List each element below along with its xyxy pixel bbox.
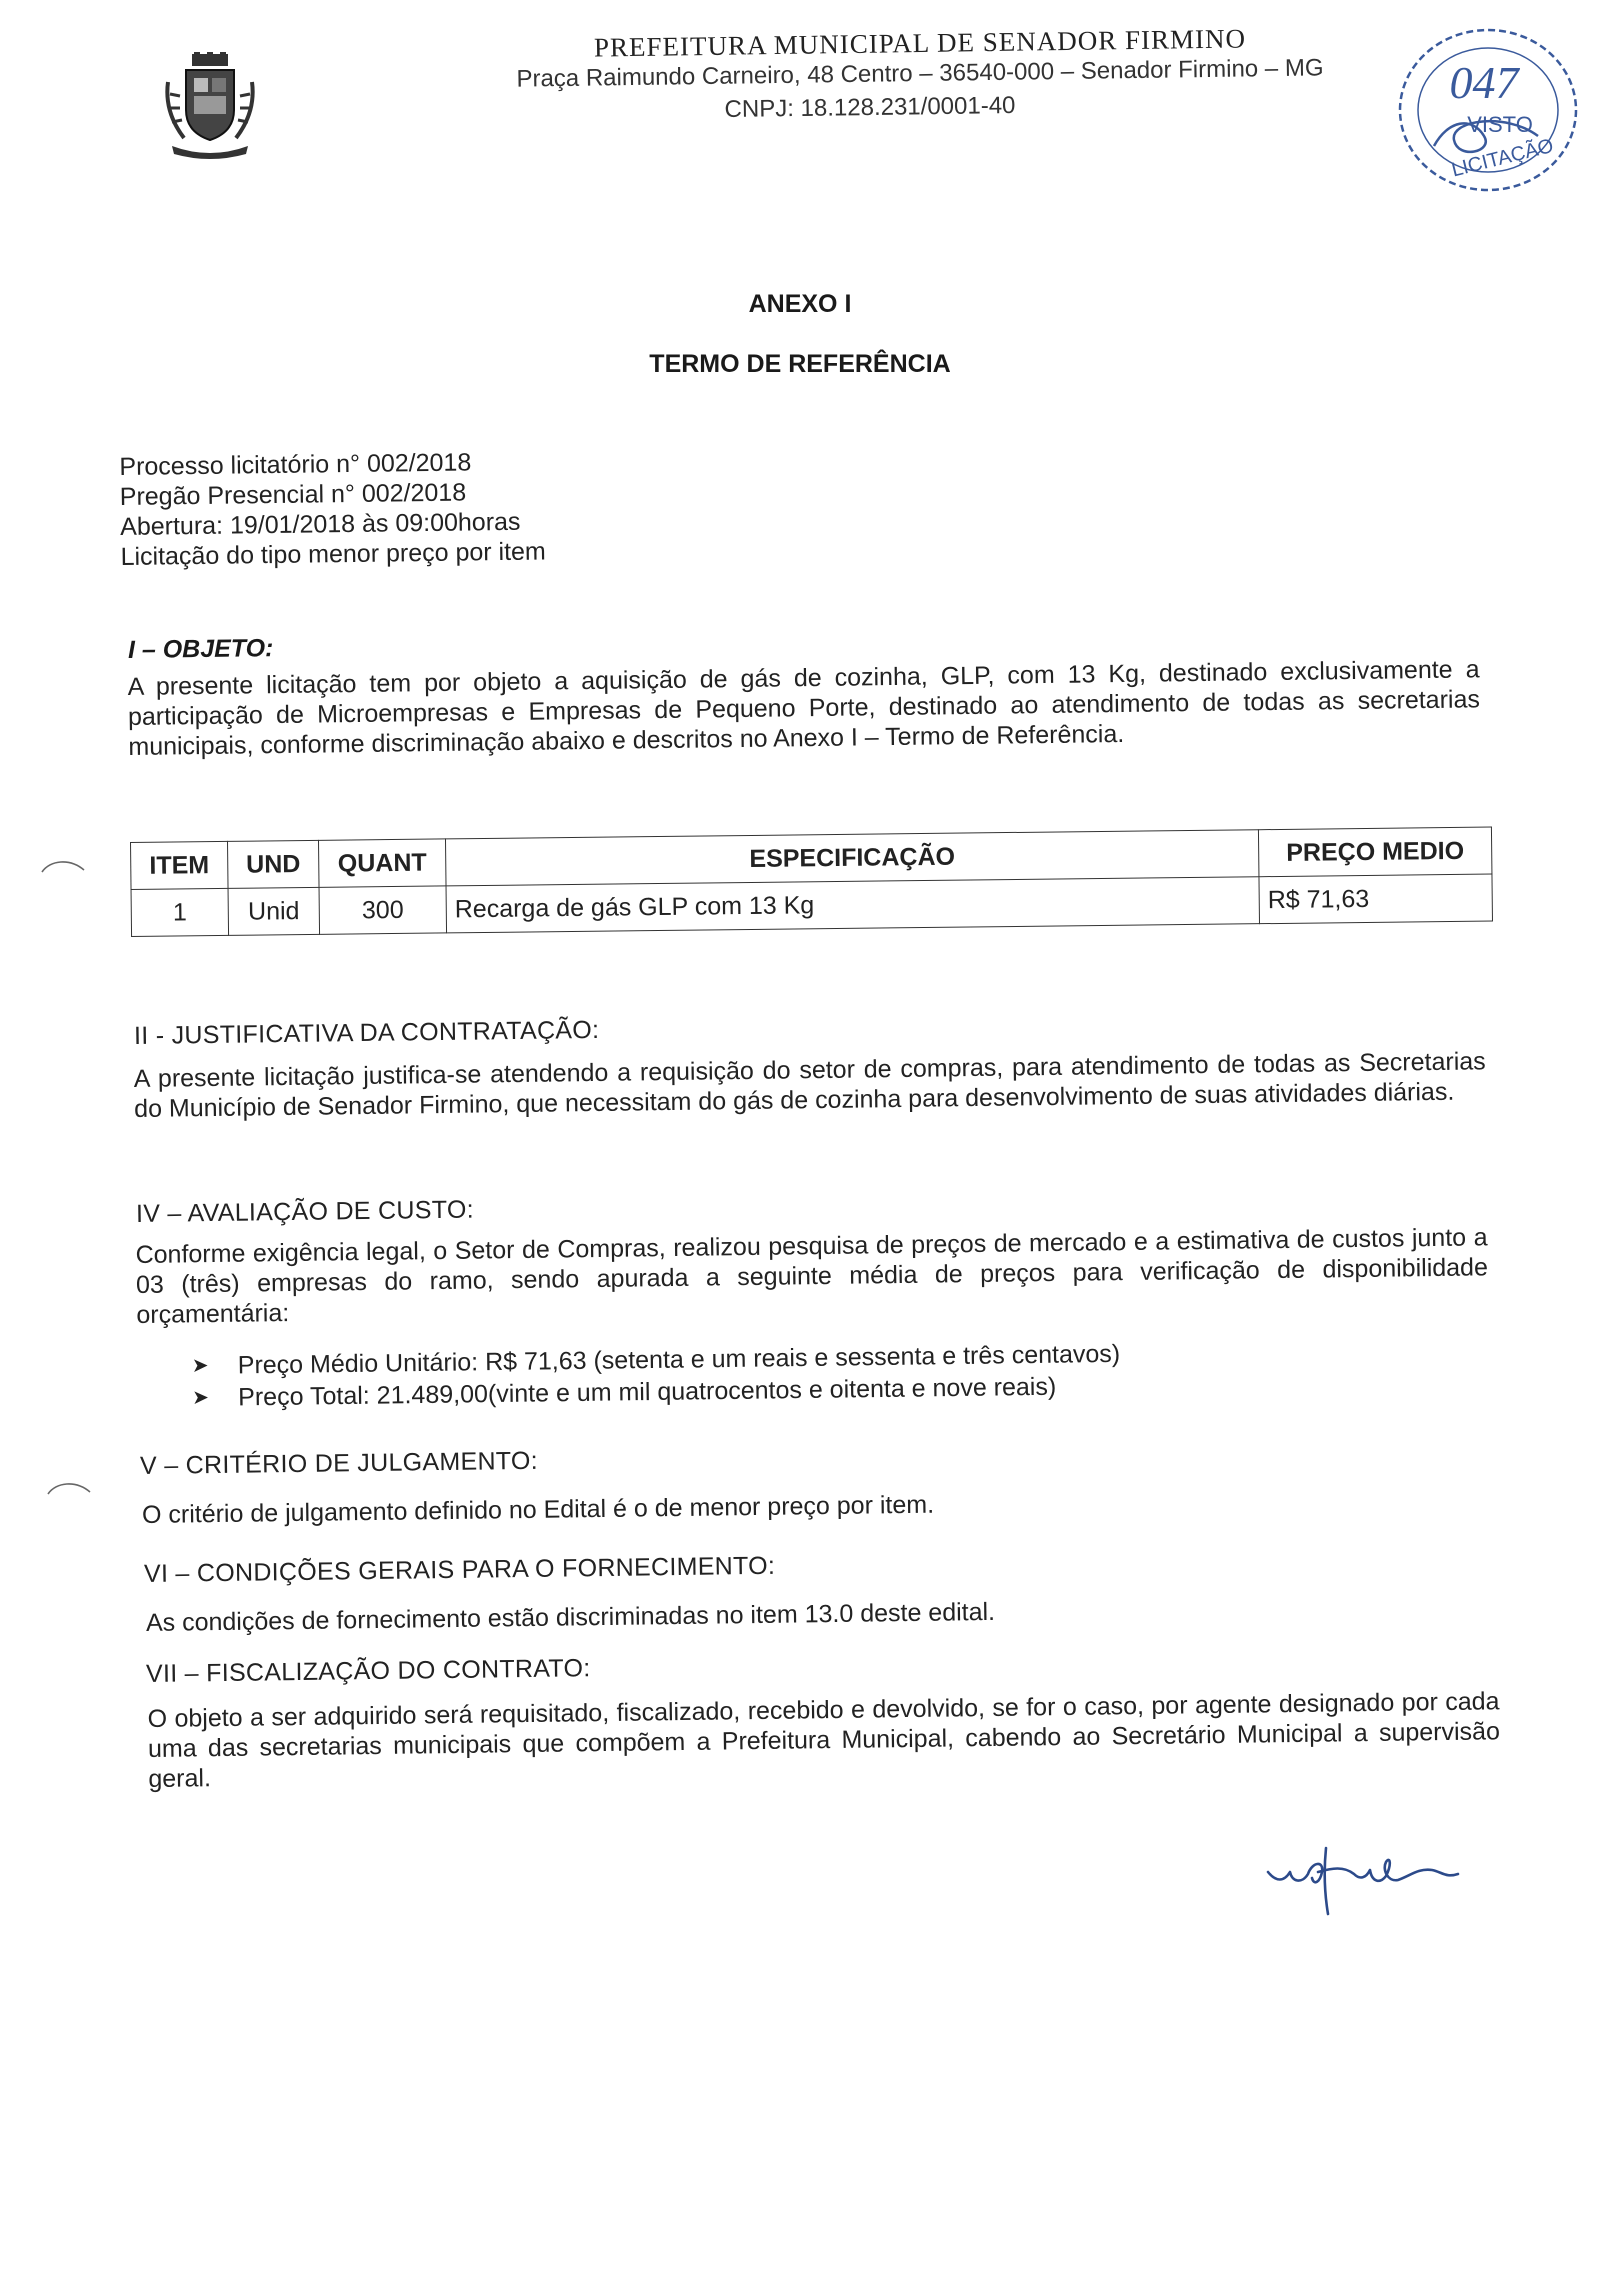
criterio-heading: V – CRITÉRIO DE JULGAMENTO: <box>139 1446 539 1480</box>
stamp-bottom-text: LICITAÇÃO <box>1449 134 1556 182</box>
bid-type: Licitação do tipo menor preço por item <box>120 537 546 571</box>
fiscalizacao-text: O objeto a ser adquirido será requisitado, fiscalizado, recebido e devolvido, se for o caso, por agente designado por cada uma das secretarias municipais que compõem a Prefeitura Municipal, cabendo ao Secretário Municipal a supervisão geral. <box>147 1687 1501 1793</box>
cell-quant: 300 <box>319 886 447 934</box>
criterio-text: O critério de julgamento definido no Edital é o de menor preço por item. <box>141 1490 935 1529</box>
justificativa-text: A presente licitação justifica-se atendendo a requisição do setor de compras, para atendimento de todas as Secretarias do Município de Senador Firmino, que necessitam do gás de cozinha para desenvolvimento de suas atividades diárias. <box>133 1047 1486 1123</box>
col-header-especificacao: ESPECIFICAÇÃO <box>445 830 1258 886</box>
stamp-top-text: VISTO <box>1467 112 1533 137</box>
objeto-text: A presente licitação tem por objeto a aquisição de gás de cozinha, GLP, com 13 Kg, destinado exclusivamente a participação de Microempresas e Empresas de Pequeno Porte, destinado ao atendimento de todas as secretarias municipais, conforme discriminação abaixo e descritos no Anexo I – Termo de Referência. <box>127 655 1481 761</box>
org-cnpj: CNPJ: 18.128.231/0001-40 <box>724 91 1016 124</box>
unit-price-text: Preço Médio Unitário: R$ 71,63 (setenta e um reais e sessenta e três centavos) <box>237 1339 1121 1380</box>
org-address: Praça Raimundo Carneiro, 48 Centro – 36540-000 – Senador Firmino – MG <box>516 54 1324 93</box>
col-header-item: ITEM <box>131 841 229 889</box>
cell-item: 1 <box>131 888 229 936</box>
col-header-und: UND <box>227 840 319 888</box>
objeto-heading: I – OBJETO: <box>127 634 274 664</box>
annex-title: ANEXO I <box>748 290 852 318</box>
total-price-text: Preço Total: 21.489,00(vinte e um mil quatrocentos e oitenta e nove reais) <box>238 1372 1057 1412</box>
condicoes-heading: VI – CONDIÇÕES GERAIS PARA O FORNECIMENTO: <box>143 1551 776 1588</box>
custo-heading: IV – AVALIAÇÃO DE CUSTO: <box>135 1195 475 1228</box>
approval-stamp-icon <box>1388 20 1584 200</box>
municipal-coat-of-arms-icon <box>162 52 258 160</box>
process-info <box>119 446 546 572</box>
arrowhead-bullet-icon: ➤ <box>192 1386 210 1409</box>
justificativa-heading: II - JUSTIFICATIVA DA CONTRATAÇÃO: <box>133 1015 600 1050</box>
handwritten-signature-icon <box>1262 1838 1472 1918</box>
items-table <box>130 827 1493 937</box>
col-header-quant: QUANT <box>318 839 446 887</box>
cell-especificacao: Recarga de gás GLP com 13 Kg <box>446 877 1259 933</box>
condicoes-text: As condições de fornecimento estão discriminadas no item 13.0 deste edital. <box>145 1597 996 1637</box>
stamp-number: 047 <box>1449 57 1519 108</box>
reference-title: TERMO DE REFERÊNCIA <box>649 350 951 378</box>
arrowhead-bullet-icon: ➤ <box>191 1354 209 1378</box>
org-name: PREFEITURA MUNICIPAL DE SENADOR FIRMINO <box>593 23 1247 63</box>
col-header-preco: PREÇO MEDIO <box>1258 827 1492 877</box>
cost-bullets <box>192 1338 1121 1414</box>
cell-und: Unid <box>228 887 320 935</box>
margin-mark-icon <box>46 1478 92 1500</box>
opening-date: Abertura: 19/01/2018 às 09:00horas <box>120 507 521 541</box>
process-number: Processo licitatório n° 002/2018 <box>119 448 472 482</box>
margin-mark-icon <box>40 856 86 878</box>
pregao-number: Pregão Presencial n° 002/2018 <box>119 478 467 512</box>
custo-text: Conforme exigência legal, o Setor de Compras, realizou pesquisa de preços de mercado e a estimativa de custos junto a 03 (três) empresas do ramo, sendo apurada a seguinte média de preços para verificação de disponibilidade orçamentária: <box>135 1223 1489 1329</box>
fiscalizacao-heading: VII – FISCALIZAÇÃO DO CONTRATO: <box>145 1654 591 1688</box>
cell-preco: R$ 71,63 <box>1259 874 1493 924</box>
